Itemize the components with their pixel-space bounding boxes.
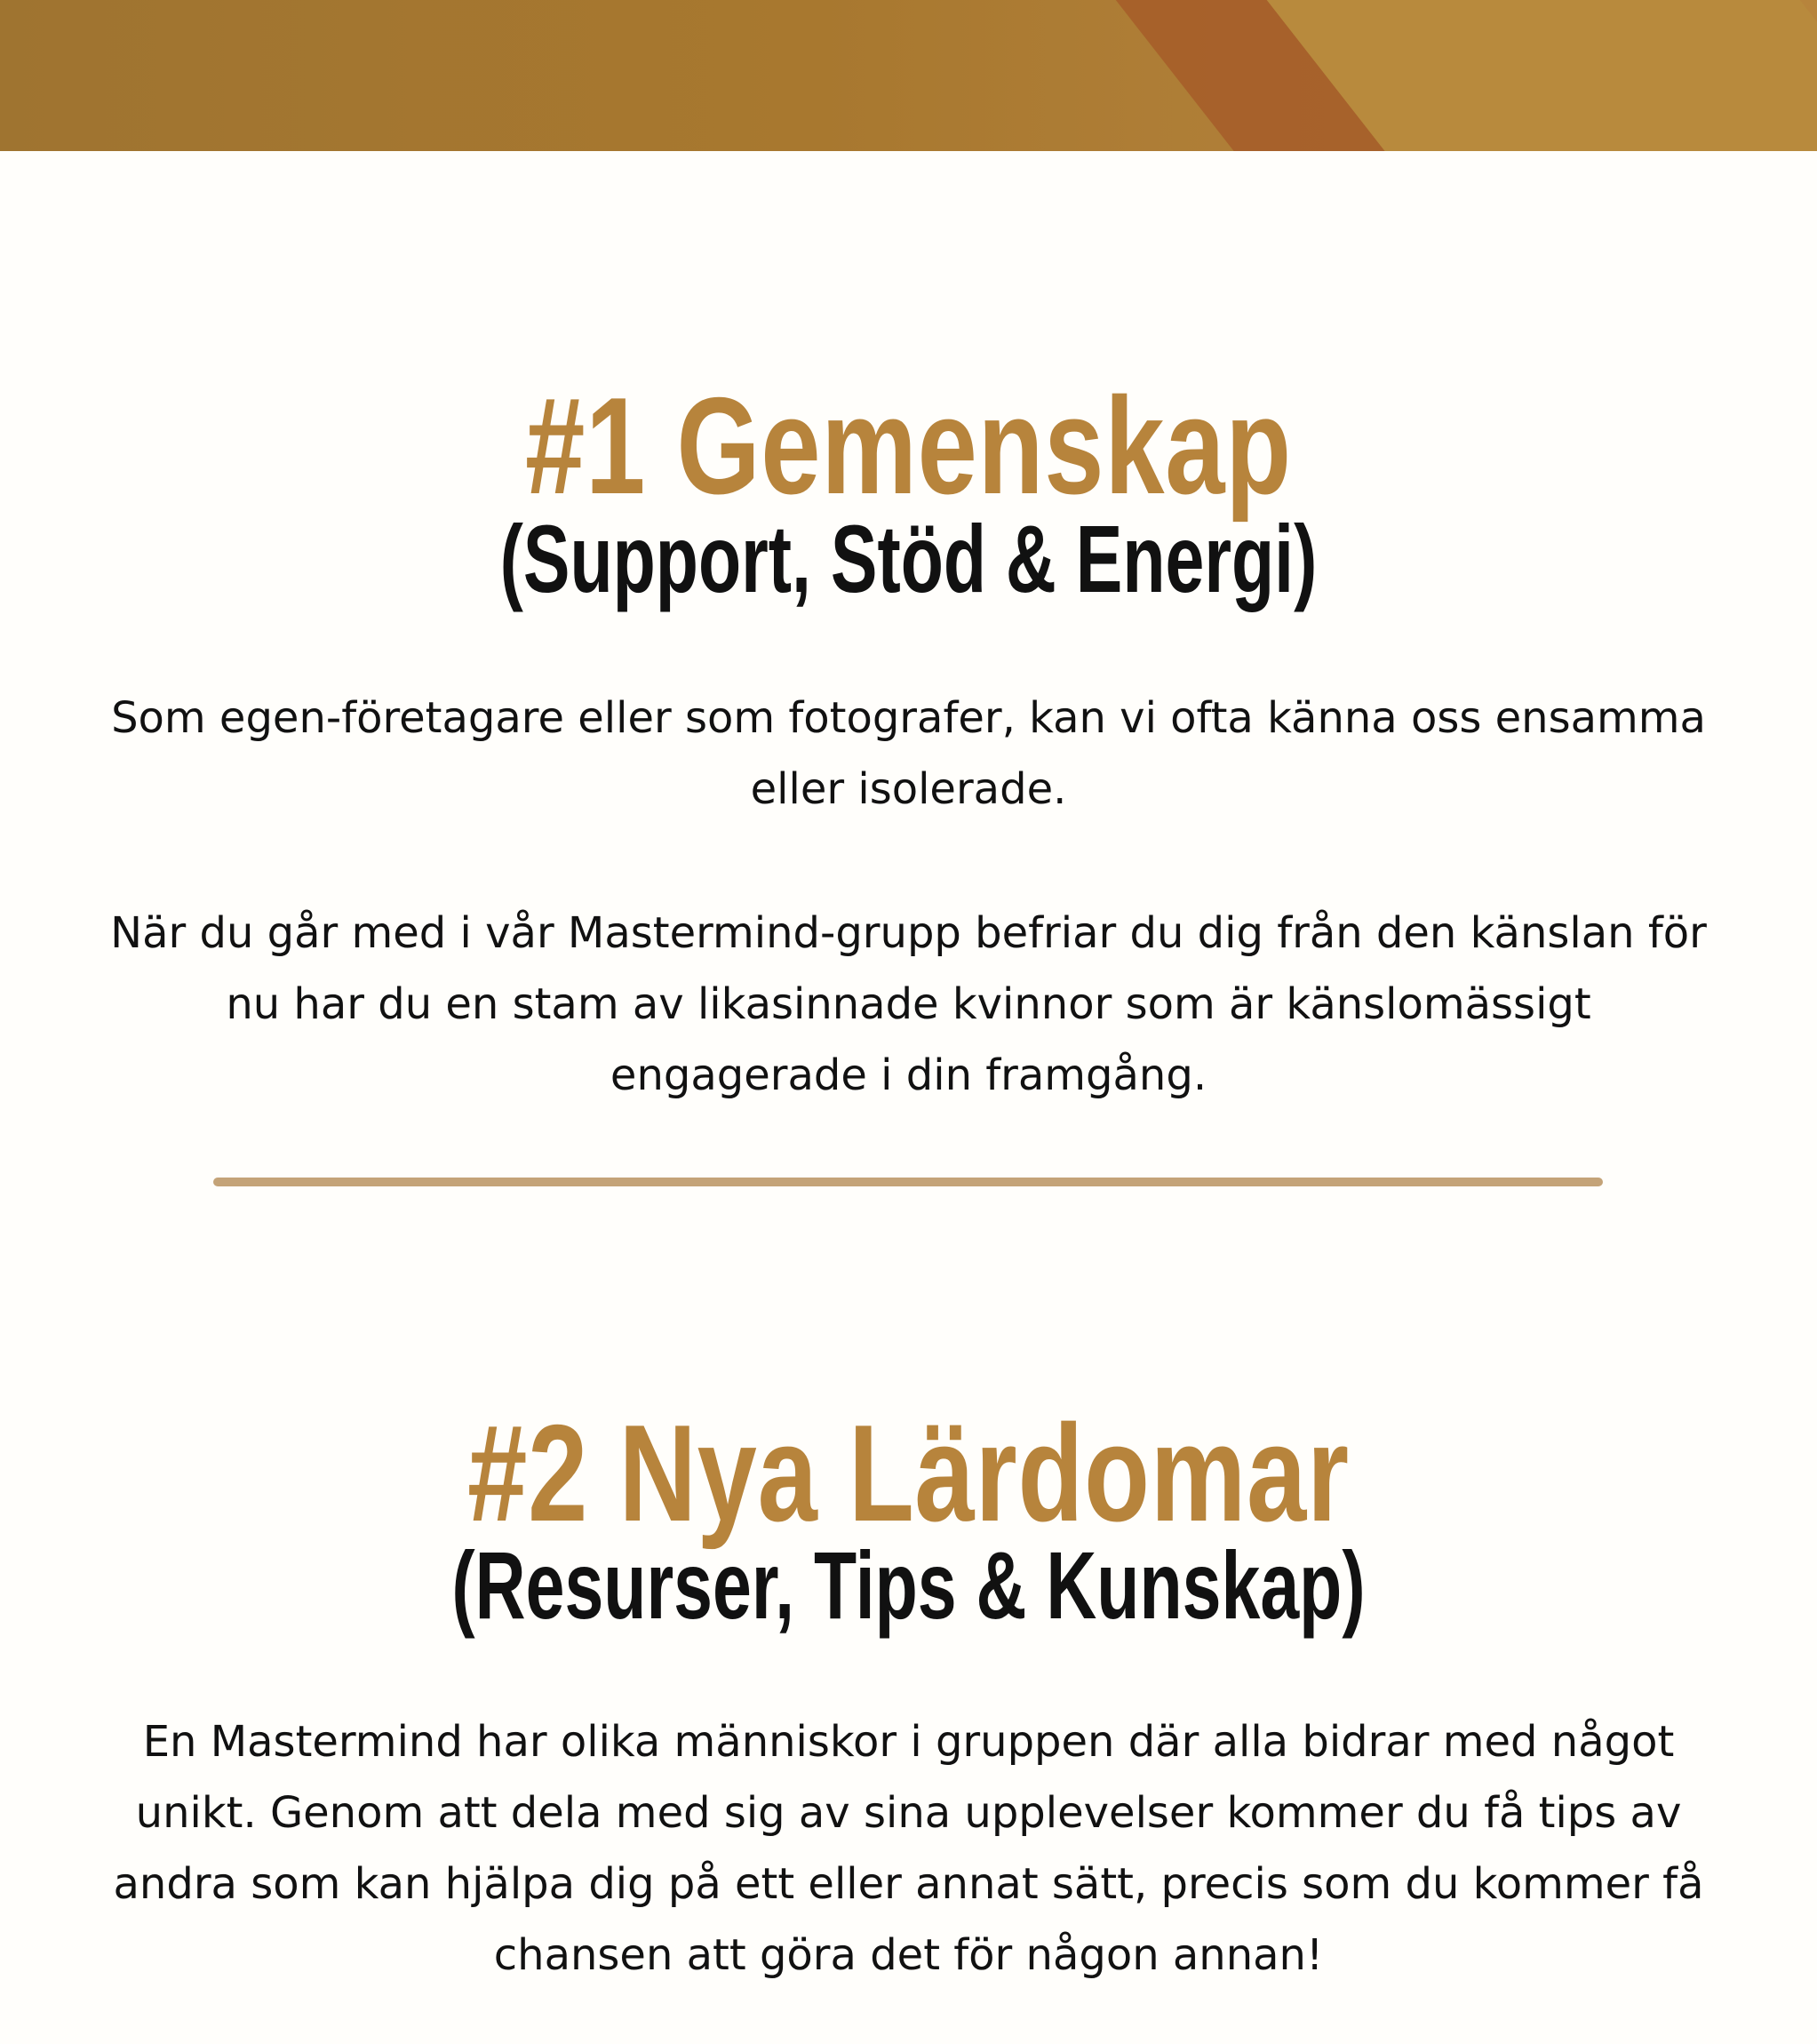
section-subtitle: (Support, Stöd & Energi)	[499, 504, 1318, 612]
top-banner	[0, 0, 1817, 151]
section-paragraph: Som egen-företagare eller som fotografer, kan vi ofta känna oss ensamma eller isolerade.	[111, 693, 1706, 814]
section-title: #2 Nya Lärdomar	[467, 1395, 1350, 1550]
section-subtitle: (Resurser, Tips & Kunskap)	[451, 1530, 1366, 1639]
section-paragraph: När du går med i vår Mastermind-grupp befriar du dig från den känslan för nu har du en stam av likasinnade kvinnor som är känslomässigt engagerade i din framgång.	[110, 908, 1707, 1100]
section-paragraph: En Mastermind har olika människor i gruppen där alla bidrar med något unikt. Genom att dela med sig av sina upplevelser kommer du få tips av andra som kan hjälpa dig på ett eller annat sätt, precis som du kommer få chansen att göra det för någon annan!	[113, 1717, 1704, 1980]
main-content	[0, 151, 1817, 2044]
section-divider	[213, 1178, 1603, 1186]
section-title: #1 Gemenskap	[525, 368, 1292, 523]
